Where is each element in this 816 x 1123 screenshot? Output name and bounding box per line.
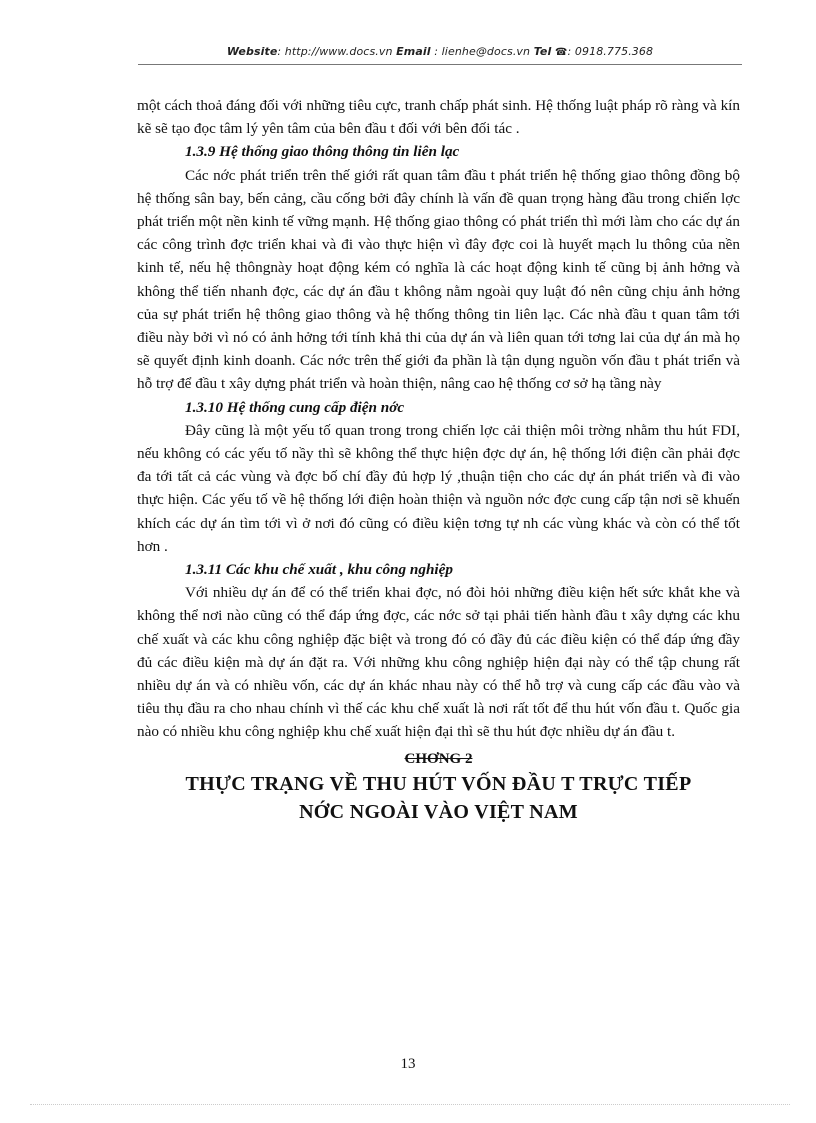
paragraph-legal-system: một cách thoả đáng đối với những tiêu cực, tranh chấp phát sinh. Hệ thống luật pháp rõ ràng và kín kẽ sẽ tạo đọc tâm lý yên tâm của bên đầu t đối với bên đối tác . [137,97,740,138]
section-heading-1-3-11: 1.3.11 Các khu chế xuất , khu công nghiệp [185,561,453,579]
email-label: Email [396,45,431,58]
chapter-title-line-2: NỚC NGOÀI VÀO VIỆT NAM [299,800,578,823]
chapter-label: CHƠNG 2 [404,750,473,767]
website-label: Website [226,45,278,58]
tel-label: Tel [533,45,552,58]
page-header [140,45,740,58]
paragraph-industrial-zones: Với nhiều dự án để có thể triển khai đợc, nó đòi hỏi những điều kiện hết sức khắt khe và không thể nơi nào cũng có thể đáp ứng đợc, các nớc sở tại phải tiến hành đầu t xây dựng các khu chế xuất và các khu công nghiệp đặc biệt và trong đó có đầy đủ các điều kiện có thể đáp ứng đầy đủ các điều kiện mà dự án đặt ra. Với những khu công nghiệp hiện đại này có thể tập chung rất nhiều dự án và có nhiều vốn, các dự án khác nhau này có thể hỗ trợ và cung cấp các đầu vào và tiêu thụ đầu ra cho nhau chính vì thế các khu chế xuất là nơi rất tốt để thu hút vốn đầu t. Quốc gia nào có nhiều khu công nghiệp khu chế xuất hiện đại thì sẽ thu hút đợc nhiều dự án đầu t. [137,584,740,741]
tel-value: : 0918.775.368 [567,45,654,58]
website-value: : http://www.docs.vn [277,45,393,58]
bottom-divider [30,1104,790,1105]
phone-icon: ☎ [554,47,568,58]
header-divider [138,64,742,65]
paragraph-transport-communication: Các nớc phát triển trên thế giới rất quan tâm đầu t phát triển hệ thống giao thông đồng bộ hệ thống sân bay, bến cảng, cầu cống bởi đây chính là vấn đề quan trọng hàng đầu trong chiến lợc phát triển một nền kinh tế vững mạnh. Hệ thống giao thông có phát triển thì mới làm cho các dự án các công trình đợc triển khai và đi vào thực hiện vì đây đợc coi là huyết mạch lu thông của nền kinh tế, nếu hệ thôngnày hoạt động kém có nghĩa là các hoạt động kinh tế cũng bị ảnh hởng và không thể tiến nhanh đợc, các dự án đầu t không nằm ngoài quy luật đó nên cũng chịu ảnh hởng của sự phát triển hệ thông giao thông và hệ thống thông tin liên lạc. Các nhà đầu t quan tâm tới điều này bởi vì nó có ảnh hởng tới tính khả thi của dự án và liên quan tới tơng lai của dự án mà họ sẽ quyết định kinh doanh. Các nớc trên thế giới đa phần là tận dụng nguồn vốn đầu t phát triển và hỗ trợ để đầu t xây dựng phát triển và hoàn thiện, nâng cao hệ thống cơ sở hạ tầng này [137,166,740,393]
section-heading-1-3-9: 1.3.9 Hệ thống giao thông thông tin liên lạc [185,143,460,161]
paragraph-power-water: Đây cũng là một yếu tố quan trong trong chiến lợc cải thiện môi trờng nhằm thu hút FDI, nếu không có các yếu tố nầy thì sẽ không thể thực hiện đợc dự án, hệ thống lới điện cần phải đợc đa tới tất cả các vùng và đợc bố chí đầy đủ hợp lý ,thuận tiện cho các dự án phát triển và đi vào thực hiện. Các yếu tố về hệ thống lới điện hoàn thiện và nguồn nớc đợc cung cấp tận nơi sẽ khuến khích các dự án tìm tới vì ở nơi đó cũng có điều kiện tơng tự nh các vùng khác và còn có thể tốt hơn . [137,421,740,555]
section-heading-1-3-10: 1.3.10 Hệ thống cung cấp điện nớc [185,398,405,416]
document-body [137,94,740,826]
page-number: 13 [400,1056,416,1072]
chapter-title-line-1: THỰC TRẠNG VỀ THU HÚT VỐN ĐẦU T TRỰC TIẾP [185,772,692,795]
email-value: : lienhe@docs.vn [434,45,531,58]
